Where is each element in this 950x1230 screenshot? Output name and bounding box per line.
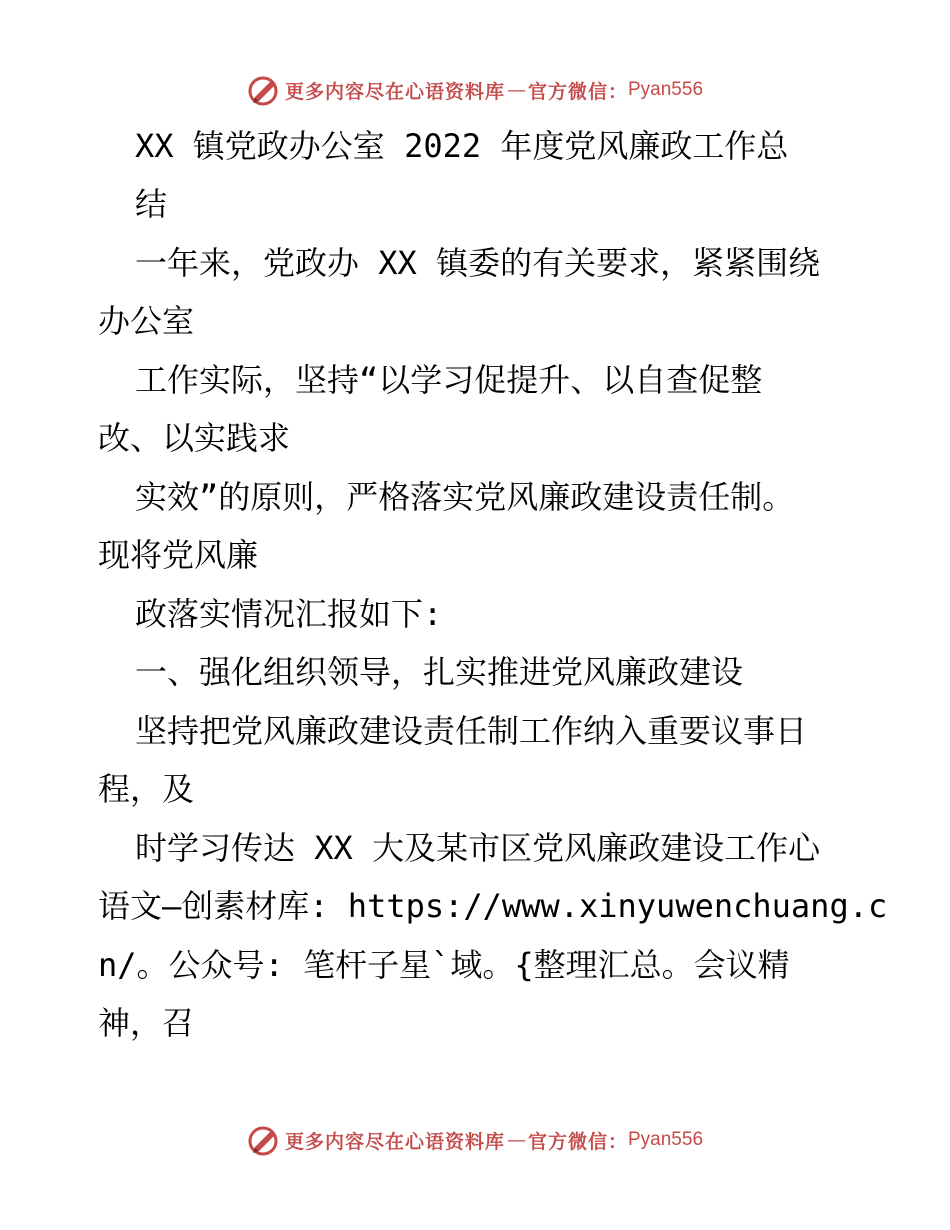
pen-logo-icon bbox=[247, 1123, 281, 1157]
watermark-dash: — bbox=[506, 79, 526, 101]
doc-text-line: 实效”的原则，严格落实党风廉政建设责任制。 bbox=[135, 478, 795, 516]
doc-title-line-2: 结 bbox=[135, 185, 168, 223]
doc-text-line: 现将党风廉 bbox=[98, 536, 259, 574]
doc-text-line: 坚持把党风廉政建设责任制工作纳入重要议事日 bbox=[135, 712, 808, 750]
watermark-banner-bottom bbox=[0, 1120, 950, 1160]
watermark-dash: — bbox=[506, 1129, 526, 1151]
watermark-suffix: 官方微信： bbox=[527, 1130, 628, 1153]
pen-logo-icon bbox=[247, 73, 281, 107]
watermark-account: Pyan556 bbox=[628, 1129, 704, 1150]
doc-text-line: 时学习传达 XX 大及某市区党风廉政建设工作心 bbox=[135, 829, 821, 867]
section-heading: 一、强化组织领导，扎实推进党风廉政建设 bbox=[135, 653, 744, 691]
watermark-prefix: 更多内容尽在心语资料库 bbox=[284, 80, 505, 103]
watermark-banner-top bbox=[0, 70, 950, 110]
doc-text-line: 政落实情况汇报如下: bbox=[135, 595, 443, 633]
doc-text-line: 办公室 bbox=[98, 302, 195, 340]
doc-text-line: 语文—创素材库: https://www.xinyuwenchuang.c bbox=[98, 887, 888, 925]
doc-text-line: n/。公众号: 笔杆子星`域。{整理汇总。会议精 bbox=[98, 946, 790, 984]
watermark-suffix: 官方微信： bbox=[527, 80, 628, 103]
doc-title-line-1: XX 镇党政办公室 2022 年度党风廉政工作总 bbox=[135, 127, 789, 165]
doc-text-line: 改、以实践求 bbox=[98, 419, 291, 457]
watermark-prefix: 更多内容尽在心语资料库 bbox=[284, 1130, 505, 1153]
doc-text-line: 程，及 bbox=[98, 770, 195, 808]
doc-text-line: 一年来，党政办 XX 镇委的有关要求，紧紧围绕 bbox=[135, 244, 821, 282]
doc-text-line: 神，召 bbox=[98, 1004, 195, 1042]
watermark-account: Pyan556 bbox=[628, 79, 704, 100]
doc-text-line: 工作实际，坚持“以学习促提升、以自查促整 bbox=[135, 361, 763, 399]
